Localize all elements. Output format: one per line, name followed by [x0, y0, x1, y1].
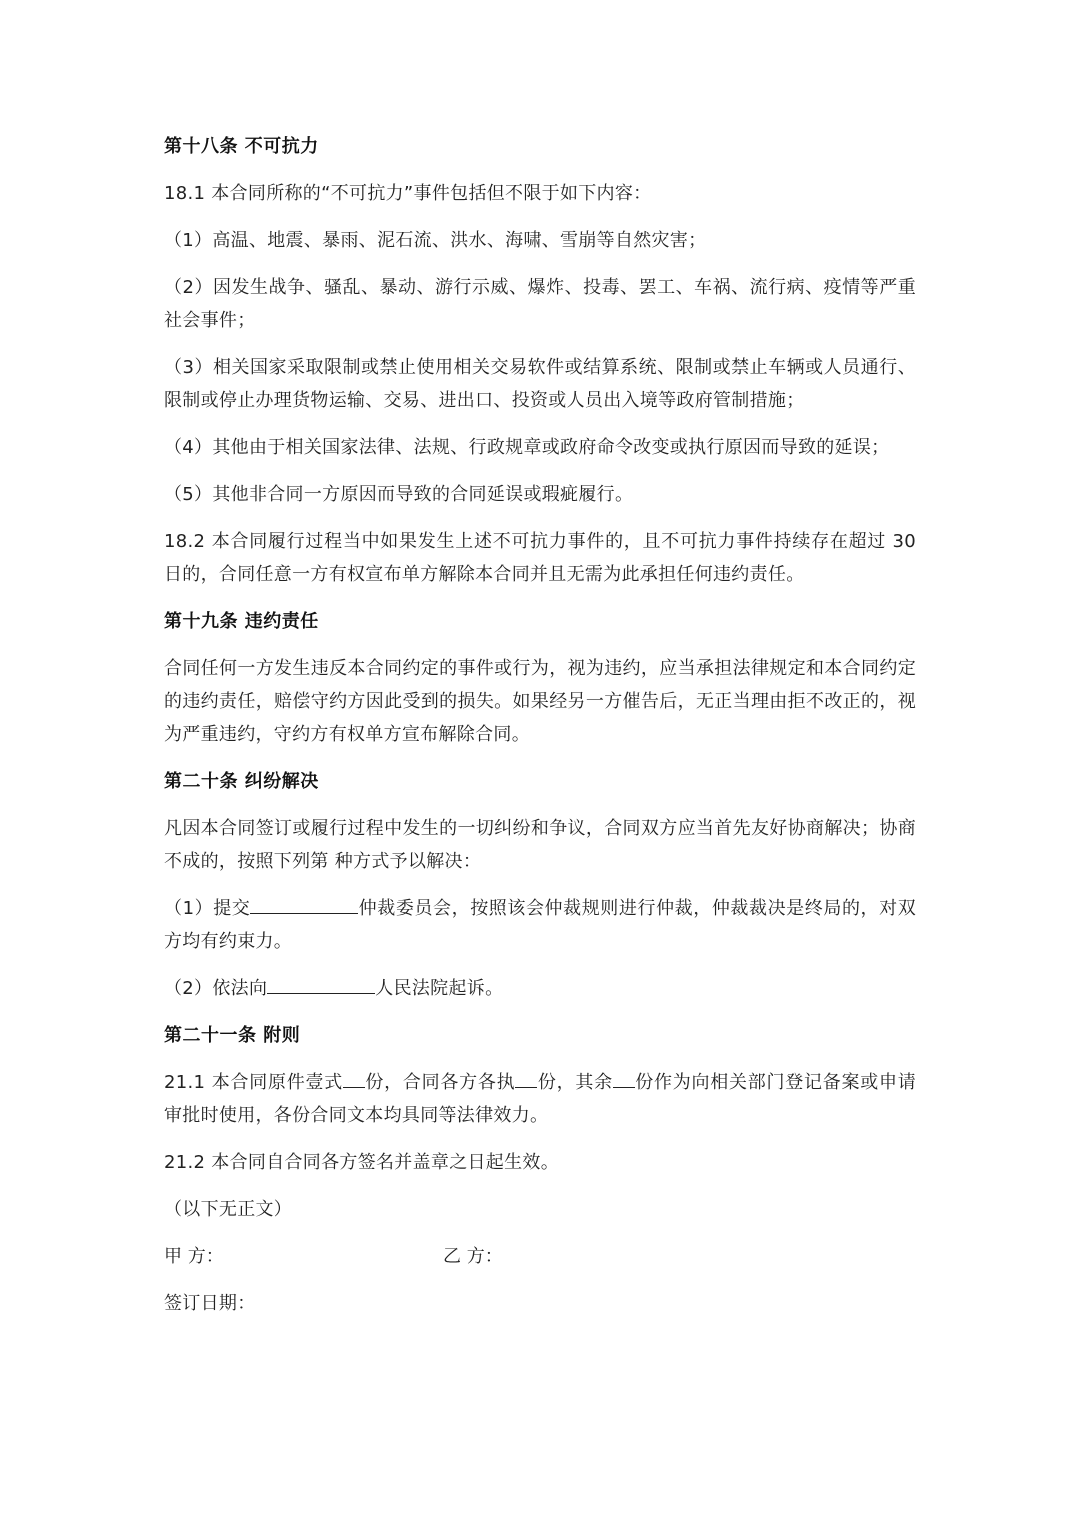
clause-21-1-part-a: 21.1 本合同原件壹式: [164, 1072, 343, 1093]
clause-18-1-item-5: （5）其他非合同一方原因而导致的合同延误或瑕疵履行。: [164, 484, 634, 505]
clause-19-body: 合同任何一方发生违反本合同约定的事件或行为，视为违约，应当承担法律规定和本合同约定的违约责任，赔偿守约方因此受到的损失。如果经另一方催告后，无正当理由拒不改正的，视为严重违约，守约方有权单方宣布解除合同。: [164, 658, 916, 745]
party-b-label: 乙 方：: [443, 1246, 503, 1267]
clause-18-1-item-2: （2）因发生战争、骚乱、暴动、游行示威、爆炸、投毒、罢工、车祸、流行病、疫情等严重社会事件；: [164, 277, 916, 331]
clause-20-item-1-suffix: 仲裁委员会，按照该会仲裁规则进行仲裁，仲裁裁决是终局的，对双方均有约束力。: [164, 898, 916, 952]
clause-21-1-part-b: 份，合同各方各执: [364, 1072, 516, 1093]
clause-21-1: [164, 1066, 916, 1132]
article-18-title: 第十八条 不可抗力: [164, 136, 319, 157]
clause-18-2: 18.2 本合同履行过程当中如果发生上述不可抗力事件的，且不可抗力事件持续存在超过 30 日的，合同任意一方有权宣布单方解除本合同并且无需为此承担任何违约责任。: [164, 531, 916, 585]
clause-18-1-item-4: （4）其他由于相关国家法律、法规、行政规章或政府命令改变或执行原因而导致的延误；: [164, 437, 890, 458]
copies-each-blank: [515, 1069, 537, 1088]
signature-row: [164, 1240, 916, 1273]
arbitration-commission-blank: [250, 895, 358, 914]
clause-20-item-2: [164, 972, 916, 1005]
clause-18-1-item-3: （3）相关国家采取限制或禁止使用相关交易软件或结算系统、限制或禁止车辆或人员通行、限制或停止办理货物运输、交易、进出口、投资或人员出入境等政府管制措施；: [164, 357, 916, 411]
clause-20-body: 凡因本合同签订或履行过程中发生的一切纠纷和争议，合同双方应当首先友好协商解决；协商不成的，按照下列第 种方式予以解决：: [164, 818, 916, 872]
clause-21-2: 21.2 本合同自合同各方签名并盖章之日起生效。: [164, 1152, 559, 1173]
copies-remaining-blank: [613, 1069, 635, 1088]
clause-21-1-part-d: 份作为向相关部门登记备案或申请审批时使用，各份合同文本均具同等法律效力。: [164, 1072, 917, 1126]
clause-20-item-1: [164, 892, 916, 958]
court-name-blank: [267, 975, 375, 994]
signing-date-label: 签订日期：: [164, 1293, 256, 1314]
article-19-title: 第十九条 违约责任: [164, 611, 319, 632]
article-20-title: 第二十条 纠纷解决: [164, 771, 319, 792]
copies-total-blank: [343, 1069, 365, 1088]
party-a-label: 甲 方：: [164, 1246, 224, 1267]
clause-20-item-2-suffix: 人民法院起诉。: [375, 978, 504, 999]
clause-21-1-part-c: 份，其余: [537, 1072, 613, 1093]
clause-18-1-item-1: （1）高温、地震、暴雨、泥石流、洪水、海啸、雪崩等自然灾害；: [164, 230, 707, 251]
no-further-text-note: （以下无正文）: [164, 1199, 293, 1220]
clause-20-item-2-prefix: （2）依法向: [164, 978, 268, 999]
article-21-title: 第二十一条 附则: [164, 1025, 301, 1046]
contract-page: [164, 130, 916, 1334]
clause-20-item-1-prefix: （1）提交: [164, 898, 251, 919]
clause-18-1: 18.1 本合同所称的“不可抗力”事件包括但不限于如下内容：: [164, 183, 652, 204]
